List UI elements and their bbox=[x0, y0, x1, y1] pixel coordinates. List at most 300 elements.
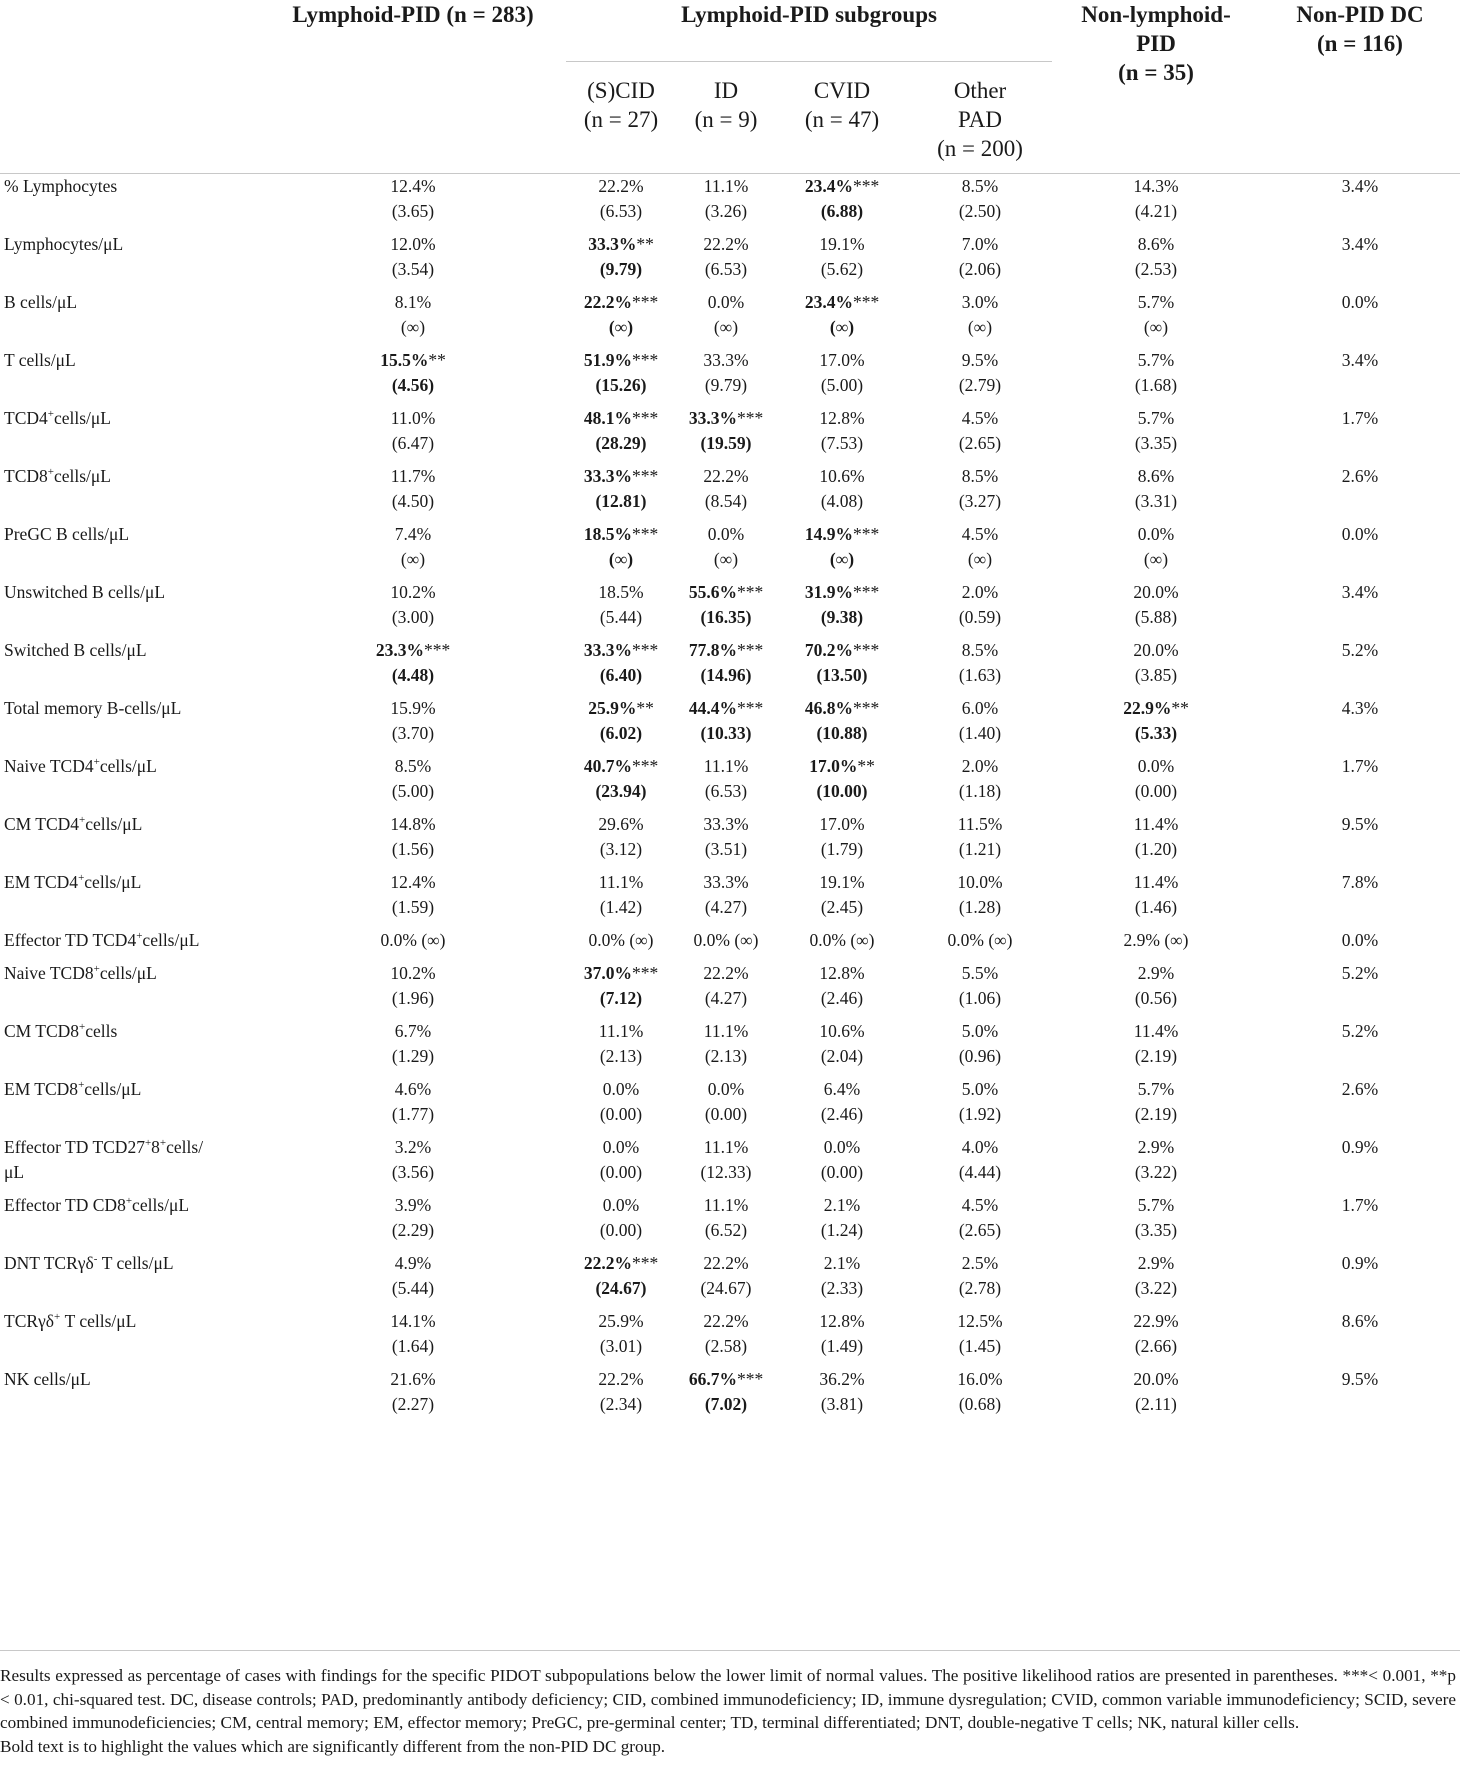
non-pid-dc-cell bbox=[1260, 580, 1460, 638]
likelihood-ratio: (2.45) bbox=[820, 897, 864, 917]
cvid-cell bbox=[776, 522, 908, 580]
row-label bbox=[0, 232, 260, 290]
likelihood-ratio: (2.29) bbox=[391, 1220, 435, 1240]
likelihood-ratio: (15.26) bbox=[595, 375, 647, 395]
likelihood-ratio: (0.00) bbox=[599, 1220, 643, 1240]
likelihood-ratio: (3.00) bbox=[391, 607, 435, 627]
percent-value: 11.4% bbox=[1133, 814, 1179, 834]
table-body bbox=[0, 174, 1460, 1425]
percent-value: 17.0% bbox=[819, 814, 865, 834]
likelihood-ratio: (2.53) bbox=[1134, 259, 1178, 279]
percent-value: 11.1% bbox=[703, 1195, 749, 1215]
superscript: + bbox=[136, 930, 143, 943]
percent-value: 8.1% bbox=[394, 292, 432, 312]
superscript: + bbox=[93, 963, 100, 976]
other-pad-cell bbox=[908, 961, 1052, 1019]
table-row bbox=[0, 290, 1460, 348]
percent-value: 5.7% bbox=[1137, 1195, 1175, 1215]
percent-value: 6.0% bbox=[961, 698, 999, 718]
likelihood-ratio: (4.27) bbox=[704, 897, 748, 917]
table-row bbox=[0, 928, 1460, 961]
percent-value: 22.2%*** bbox=[583, 292, 659, 312]
percent-value: 0.0% (∞) bbox=[947, 930, 1013, 950]
percent-value: 0.0% bbox=[602, 1195, 640, 1215]
row-label bbox=[0, 870, 260, 928]
non-pid-dc-cell bbox=[1260, 290, 1460, 348]
likelihood-ratio: (2.65) bbox=[958, 1220, 1002, 1240]
label-text: TCRγδ bbox=[4, 1311, 55, 1331]
scid-cell bbox=[566, 1193, 676, 1251]
non-pid-dc-cell bbox=[1260, 464, 1460, 522]
percent-value: 0.0% bbox=[1341, 292, 1379, 312]
percent-value: 3.0% bbox=[961, 292, 999, 312]
likelihood-ratio: (6.52) bbox=[704, 1220, 748, 1240]
table-row bbox=[0, 870, 1460, 928]
table-row bbox=[0, 1309, 1460, 1367]
likelihood-ratio: (3.54) bbox=[391, 259, 435, 279]
percent-value: 0.0% bbox=[707, 1079, 745, 1099]
row-label bbox=[0, 1309, 260, 1367]
lymphoid-pid-cell bbox=[260, 1135, 566, 1193]
likelihood-ratio: (5.33) bbox=[1134, 723, 1178, 743]
likelihood-ratio: (5.62) bbox=[820, 259, 864, 279]
likelihood-ratio: (8.54) bbox=[704, 491, 748, 511]
likelihood-ratio: (1.68) bbox=[1134, 375, 1178, 395]
likelihood-ratio: (24.67) bbox=[595, 1278, 647, 1298]
label-text: cells/μL bbox=[53, 408, 111, 428]
percent-value: 22.9%** bbox=[1123, 698, 1189, 718]
likelihood-ratio: (1.28) bbox=[958, 897, 1002, 917]
percent-value: 20.0% bbox=[1133, 1369, 1179, 1389]
likelihood-ratio: (1.24) bbox=[820, 1220, 864, 1240]
superscript: + bbox=[93, 756, 100, 769]
percent-value: 18.5% bbox=[598, 582, 644, 602]
likelihood-ratio: (5.00) bbox=[820, 375, 864, 395]
percent-value: 22.2% bbox=[598, 176, 644, 196]
cvid-cell bbox=[776, 1193, 908, 1251]
id-cell bbox=[676, 348, 776, 406]
lymphoid-pid-cell bbox=[260, 522, 566, 580]
scid-cell bbox=[566, 580, 676, 638]
likelihood-ratio: (6.53) bbox=[599, 201, 643, 221]
label-text: Unswitched B cells/μL bbox=[4, 582, 166, 602]
id-cell bbox=[676, 1309, 776, 1367]
percent-value: 17.0% bbox=[819, 350, 865, 370]
likelihood-ratio: (4.27) bbox=[704, 988, 748, 1008]
other-pad-cell bbox=[908, 928, 1052, 961]
scid-cell bbox=[566, 290, 676, 348]
percent-value: 33.3% bbox=[703, 350, 749, 370]
percent-value: 11.1% bbox=[703, 176, 749, 196]
footnote-legend: Results expressed as percentage of cases with findings for the specific PIDOT subpopulations below the lower limit of normal values. The positive likelihood ratios are presented in parentheses. ***< 0.001, **p < 0.01, chi-squared test. DC, disease controls; PAD, predominantly antibody deficiency; CID, combined immunodeficiency; ID, immune dysregulation; CVID, common variable immunodeficiency; SCID, severe combined immunodeficiencies; CM, central memory; EM, effector memory; PreGC, pre-germinal center; TD, terminal differentiated; DNT, double-negative T cells; NK, natural killer cells. bbox=[0, 1666, 1456, 1732]
table-row bbox=[0, 754, 1460, 812]
likelihood-ratio: (23.94) bbox=[595, 781, 647, 801]
label-text: cells/μL bbox=[142, 930, 200, 950]
likelihood-ratio: (28.29) bbox=[595, 433, 647, 453]
non-pid-dc-cell bbox=[1260, 1193, 1460, 1251]
cvid-cell bbox=[776, 696, 908, 754]
scid-cell bbox=[566, 696, 676, 754]
non-lymphoid-cell bbox=[1052, 348, 1260, 406]
label-text: Naive TCD4 bbox=[4, 756, 94, 776]
likelihood-ratio: (2.34) bbox=[599, 1394, 643, 1414]
percent-value: 3.4% bbox=[1341, 350, 1379, 370]
percent-value: 0.9% bbox=[1341, 1253, 1379, 1273]
non-lymphoid-cell bbox=[1052, 1367, 1260, 1425]
percent-value: 2.1% bbox=[823, 1195, 861, 1215]
percent-value: 9.5% bbox=[1341, 814, 1379, 834]
footnote-bold-note: Bold text is to highlight the values which are significantly different from the non-PID DC group. bbox=[0, 1736, 666, 1756]
label-column-header-sub bbox=[0, 60, 260, 174]
lymphoid-pid-cell bbox=[260, 1367, 566, 1425]
likelihood-ratio: (4.21) bbox=[1134, 201, 1178, 221]
likelihood-ratio: (3.81) bbox=[820, 1394, 864, 1414]
percent-value: 22.9% bbox=[1133, 1311, 1179, 1331]
likelihood-ratio: (2.50) bbox=[958, 201, 1002, 221]
other-pad-cell bbox=[908, 1309, 1052, 1367]
label-text: Naive TCD8 bbox=[4, 963, 94, 983]
likelihood-ratio: (∞) bbox=[1143, 549, 1169, 569]
likelihood-ratio: (5.44) bbox=[599, 607, 643, 627]
likelihood-ratio: (10.00) bbox=[816, 781, 868, 801]
table-row bbox=[0, 812, 1460, 870]
likelihood-ratio: (6.53) bbox=[704, 259, 748, 279]
label-text: μL bbox=[4, 1162, 25, 1182]
percent-value: 0.0% bbox=[1137, 756, 1175, 776]
non-pid-dc-cell bbox=[1260, 696, 1460, 754]
likelihood-ratio: (2.19) bbox=[1134, 1104, 1178, 1124]
row-label bbox=[0, 580, 260, 638]
other-pad-cell bbox=[908, 812, 1052, 870]
percent-value: 8.6% bbox=[1341, 1311, 1379, 1331]
lymphoid-pid-cell bbox=[260, 638, 566, 696]
non-pid-dc-cell bbox=[1260, 961, 1460, 1019]
cvid-cell bbox=[776, 406, 908, 464]
non-pid-dc-cell bbox=[1260, 928, 1460, 961]
likelihood-ratio: (0.68) bbox=[958, 1394, 1002, 1414]
subgroups-header: Lymphoid-PID subgroups bbox=[681, 2, 937, 27]
scid-cell bbox=[566, 1309, 676, 1367]
likelihood-ratio: (∞) bbox=[400, 317, 426, 337]
cvid-cell bbox=[776, 870, 908, 928]
likelihood-ratio: (3.56) bbox=[391, 1162, 435, 1182]
percent-value: 11.4% bbox=[1133, 872, 1179, 892]
label-text: EM TCD4 bbox=[4, 872, 79, 892]
percent-value: 19.1% bbox=[819, 234, 865, 254]
likelihood-ratio: (∞) bbox=[829, 317, 855, 337]
other-pad-cell bbox=[908, 464, 1052, 522]
percent-value: 7.8% bbox=[1341, 872, 1379, 892]
percent-value: 12.5% bbox=[957, 1311, 1003, 1331]
other-pad-cell bbox=[908, 232, 1052, 290]
percent-value: 2.0% bbox=[961, 756, 999, 776]
cvid-cell bbox=[776, 638, 908, 696]
label-text: Switched B cells/μL bbox=[4, 640, 147, 660]
percent-value: 5.7% bbox=[1137, 350, 1175, 370]
likelihood-ratio: (2.06) bbox=[958, 259, 1002, 279]
label-text: cells/μL bbox=[84, 872, 142, 892]
scid-cell bbox=[566, 870, 676, 928]
likelihood-ratio: (3.12) bbox=[599, 839, 643, 859]
non-lymphoid-cell bbox=[1052, 174, 1260, 232]
likelihood-ratio: (0.96) bbox=[958, 1046, 1002, 1066]
label-text: T cells/μL bbox=[97, 1253, 174, 1273]
likelihood-ratio: (4.48) bbox=[391, 665, 435, 685]
likelihood-ratio: (∞) bbox=[1143, 317, 1169, 337]
footer-divider bbox=[0, 1650, 1460, 1651]
likelihood-ratio: (3.35) bbox=[1134, 1220, 1178, 1240]
likelihood-ratio: (10.88) bbox=[816, 723, 868, 743]
percent-value: 5.2% bbox=[1341, 963, 1379, 983]
likelihood-ratio: (1.06) bbox=[958, 988, 1002, 1008]
likelihood-ratio: (19.59) bbox=[700, 433, 752, 453]
other-pad-cell bbox=[908, 1019, 1052, 1077]
cvid-cell bbox=[776, 812, 908, 870]
scid-cell bbox=[566, 1251, 676, 1309]
percent-value: 15.5%** bbox=[380, 350, 446, 370]
likelihood-ratio: (5.88) bbox=[1134, 607, 1178, 627]
percent-value: 4.5% bbox=[961, 1195, 999, 1215]
label-text: CM TCD4 bbox=[4, 814, 80, 834]
likelihood-ratio: (9.79) bbox=[704, 375, 748, 395]
percent-value: 33.3%** bbox=[588, 234, 654, 254]
likelihood-ratio: (2.78) bbox=[958, 1278, 1002, 1298]
cvid-cell bbox=[776, 348, 908, 406]
percent-value: 4.5% bbox=[961, 408, 999, 428]
id-cell bbox=[676, 174, 776, 232]
non-pid-dc-cell bbox=[1260, 522, 1460, 580]
lymphoid-pid-cell bbox=[260, 961, 566, 1019]
likelihood-ratio: (13.50) bbox=[816, 665, 868, 685]
percent-value: 5.7% bbox=[1137, 408, 1175, 428]
other-pad-cell bbox=[908, 580, 1052, 638]
likelihood-ratio: (3.65) bbox=[391, 201, 435, 221]
percent-value: 6.7% bbox=[394, 1021, 432, 1041]
percent-value: 51.9%*** bbox=[583, 350, 659, 370]
id-cell bbox=[676, 1019, 776, 1077]
label-text: % Lymphocytes bbox=[4, 176, 118, 196]
scid-cell bbox=[566, 464, 676, 522]
percent-value: 1.7% bbox=[1341, 756, 1379, 776]
percent-value: 23.4%*** bbox=[804, 176, 880, 196]
likelihood-ratio: (2.66) bbox=[1134, 1336, 1178, 1356]
percent-value: 11.1% bbox=[703, 756, 749, 776]
non-pid-dc-cell bbox=[1260, 1309, 1460, 1367]
scid-header: (S)CID (n = 27) bbox=[583, 78, 659, 132]
table-row bbox=[0, 1193, 1460, 1251]
row-label bbox=[0, 812, 260, 870]
table-row bbox=[0, 406, 1460, 464]
non-lymphoid-cell bbox=[1052, 928, 1260, 961]
table-row bbox=[0, 232, 1460, 290]
percent-value: 8.5% bbox=[961, 466, 999, 486]
percent-value: 11.0% bbox=[390, 408, 436, 428]
percent-value: 3.4% bbox=[1341, 234, 1379, 254]
lymphoid-pid-cell bbox=[260, 290, 566, 348]
row-label bbox=[0, 174, 260, 232]
likelihood-ratio: (1.49) bbox=[820, 1336, 864, 1356]
percent-value: 12.4% bbox=[390, 872, 436, 892]
non-lymphoid-cell bbox=[1052, 406, 1260, 464]
label-text: Total memory B-cells/μL bbox=[4, 698, 182, 718]
percent-value: 14.3% bbox=[1133, 176, 1179, 196]
percent-value: 8.6% bbox=[1137, 466, 1175, 486]
table-row bbox=[0, 1019, 1460, 1077]
lymphoid-pid-cell bbox=[260, 928, 566, 961]
non-lymphoid-cell bbox=[1052, 638, 1260, 696]
percent-value: 23.4%*** bbox=[804, 292, 880, 312]
table-row bbox=[0, 348, 1460, 406]
id-cell bbox=[676, 812, 776, 870]
likelihood-ratio: (∞) bbox=[713, 317, 739, 337]
other-pad-cell bbox=[908, 754, 1052, 812]
likelihood-ratio: (1.63) bbox=[958, 665, 1002, 685]
percent-value: 15.9% bbox=[390, 698, 436, 718]
non-lymphoid-cell bbox=[1052, 812, 1260, 870]
percent-value: 40.7%*** bbox=[583, 756, 659, 776]
likelihood-ratio: (2.11) bbox=[1135, 1394, 1177, 1414]
percent-value: 70.2%*** bbox=[804, 640, 880, 660]
likelihood-ratio: (1.56) bbox=[391, 839, 435, 859]
row-label bbox=[0, 1077, 260, 1135]
likelihood-ratio: (4.56) bbox=[391, 375, 435, 395]
likelihood-ratio: (3.22) bbox=[1134, 1162, 1178, 1182]
likelihood-ratio: (1.45) bbox=[958, 1336, 1002, 1356]
percent-value: 0.0% bbox=[707, 524, 745, 544]
likelihood-ratio: (9.79) bbox=[599, 259, 643, 279]
percent-value: 36.2% bbox=[819, 1369, 865, 1389]
likelihood-ratio: (1.96) bbox=[391, 988, 435, 1008]
likelihood-ratio: (3.35) bbox=[1134, 433, 1178, 453]
lymphoid-pid-cell bbox=[260, 754, 566, 812]
percent-value: 66.7%*** bbox=[688, 1369, 764, 1389]
non-lymphoid-cell bbox=[1052, 1135, 1260, 1193]
percent-value: 4.3% bbox=[1341, 698, 1379, 718]
non-lymphoid-cell bbox=[1052, 464, 1260, 522]
percent-value: 20.0% bbox=[1133, 582, 1179, 602]
lymphoid-pid-cell bbox=[260, 1077, 566, 1135]
percent-value: 33.3%*** bbox=[688, 408, 764, 428]
table-footnotes bbox=[0, 1664, 1456, 1758]
id-cell bbox=[676, 1135, 776, 1193]
label-text: EM TCD8 bbox=[4, 1079, 79, 1099]
percent-value: 44.4%*** bbox=[688, 698, 764, 718]
percent-value: 0.0% (∞) bbox=[380, 930, 446, 950]
likelihood-ratio: (4.08) bbox=[820, 491, 864, 511]
likelihood-ratio: (4.50) bbox=[391, 491, 435, 511]
percent-value: 10.2% bbox=[390, 582, 436, 602]
percent-value: 12.8% bbox=[819, 963, 865, 983]
percent-value: 11.4% bbox=[1133, 1021, 1179, 1041]
non-pid-dc-cell bbox=[1260, 1367, 1460, 1425]
likelihood-ratio: (0.00) bbox=[820, 1162, 864, 1182]
non-lymphoid-cell bbox=[1052, 754, 1260, 812]
percent-value: 18.5%*** bbox=[583, 524, 659, 544]
likelihood-ratio: (1.79) bbox=[820, 839, 864, 859]
likelihood-ratio: (14.96) bbox=[700, 665, 752, 685]
percent-value: 12.8% bbox=[819, 408, 865, 428]
percent-value: 11.7% bbox=[390, 466, 436, 486]
percent-value: 5.2% bbox=[1341, 640, 1379, 660]
likelihood-ratio: (0.00) bbox=[1134, 781, 1178, 801]
percent-value: 0.0% bbox=[823, 1137, 861, 1157]
scid-cell bbox=[566, 812, 676, 870]
percent-value: 8.5% bbox=[961, 640, 999, 660]
percent-value: 1.7% bbox=[1341, 408, 1379, 428]
percent-value: 22.2% bbox=[598, 1369, 644, 1389]
likelihood-ratio: (∞) bbox=[829, 549, 855, 569]
non-pid-dc-cell bbox=[1260, 1077, 1460, 1135]
label-text: 8 bbox=[151, 1137, 160, 1157]
percent-value: 46.8%*** bbox=[804, 698, 880, 718]
percent-value: 10.2% bbox=[390, 963, 436, 983]
row-label bbox=[0, 522, 260, 580]
likelihood-ratio: (4.44) bbox=[958, 1162, 1002, 1182]
cvid-cell bbox=[776, 928, 908, 961]
label-text: TCD4 bbox=[4, 408, 48, 428]
scid-cell bbox=[566, 754, 676, 812]
scid-cell bbox=[566, 1019, 676, 1077]
row-label bbox=[0, 406, 260, 464]
scid-cell bbox=[566, 174, 676, 232]
likelihood-ratio: (0.00) bbox=[704, 1104, 748, 1124]
lymphoid-pid-cell bbox=[260, 580, 566, 638]
label-text: cells/ bbox=[166, 1137, 204, 1157]
non-lymphoid-cell bbox=[1052, 232, 1260, 290]
percent-value: 0.0% bbox=[1341, 524, 1379, 544]
likelihood-ratio: (1.59) bbox=[391, 897, 435, 917]
percent-value: 5.2% bbox=[1341, 1021, 1379, 1041]
percent-value: 7.0% bbox=[961, 234, 999, 254]
lymphoid-pid-cell bbox=[260, 406, 566, 464]
percent-value: 2.9% (∞) bbox=[1123, 930, 1189, 950]
percent-value: 22.2% bbox=[703, 234, 749, 254]
percent-value: 37.0%*** bbox=[583, 963, 659, 983]
likelihood-ratio: (1.21) bbox=[958, 839, 1002, 859]
likelihood-ratio: (∞) bbox=[713, 549, 739, 569]
superscript: + bbox=[125, 1195, 133, 1208]
non-lymphoid-cell bbox=[1052, 696, 1260, 754]
likelihood-ratio: (3.27) bbox=[958, 491, 1002, 511]
percent-value: 7.4% bbox=[394, 524, 432, 544]
cvid-cell bbox=[776, 232, 908, 290]
id-cell bbox=[676, 1367, 776, 1425]
non-pid-dc-cell bbox=[1260, 638, 1460, 696]
lymphoid-pid-cell bbox=[260, 1251, 566, 1309]
percent-value: 3.4% bbox=[1341, 582, 1379, 602]
id-cell bbox=[676, 406, 776, 464]
likelihood-ratio: (∞) bbox=[967, 317, 993, 337]
row-label bbox=[0, 961, 260, 1019]
cvid-cell bbox=[776, 580, 908, 638]
likelihood-ratio: (6.88) bbox=[820, 201, 864, 221]
likelihood-ratio: (1.77) bbox=[391, 1104, 435, 1124]
cvid-cell bbox=[776, 1367, 908, 1425]
row-label bbox=[0, 1251, 260, 1309]
lymphoid-pid-cell bbox=[260, 696, 566, 754]
table-row bbox=[0, 522, 1460, 580]
other-pad-cell bbox=[908, 406, 1052, 464]
percent-value: 31.9%*** bbox=[804, 582, 880, 602]
likelihood-ratio: (∞) bbox=[608, 549, 634, 569]
percent-value: 77.8%*** bbox=[688, 640, 764, 660]
likelihood-ratio: (6.47) bbox=[391, 433, 435, 453]
row-label bbox=[0, 290, 260, 348]
scid-cell bbox=[566, 961, 676, 1019]
row-label bbox=[0, 1367, 260, 1425]
non-lymphoid-cell bbox=[1052, 290, 1260, 348]
likelihood-ratio: (1.29) bbox=[391, 1046, 435, 1066]
